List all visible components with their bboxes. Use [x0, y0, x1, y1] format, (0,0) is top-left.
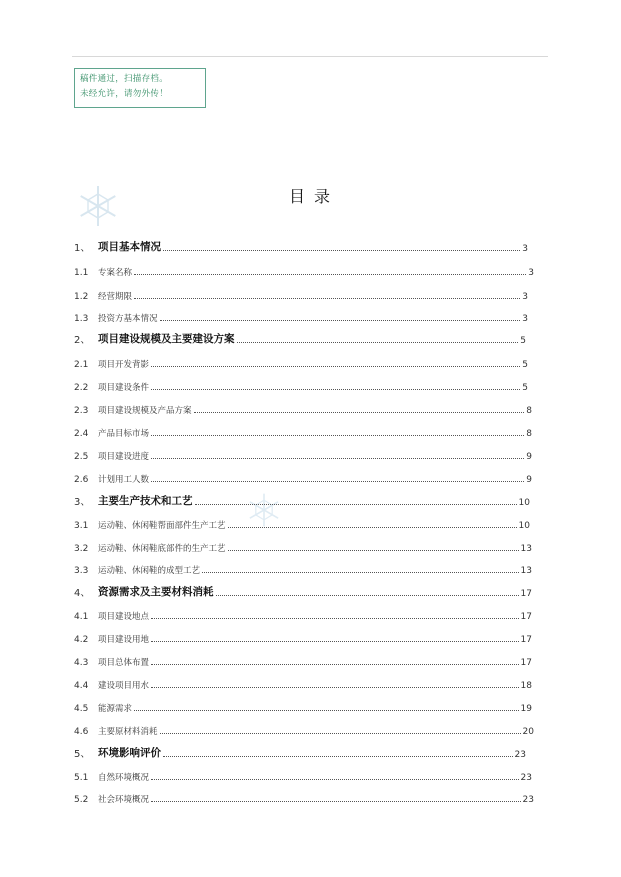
toc-entry-number: 4.2 [74, 635, 89, 645]
toc-entry-number: 3.1 [74, 521, 89, 531]
toc-page-number: 17 [520, 635, 532, 645]
toc-entry-title: 专案名称 [98, 268, 133, 278]
toc-entry-title: 项目开发背影 [98, 360, 150, 370]
toc-dot-leader [160, 733, 521, 734]
toc-entry-title: 社会环境概况 [98, 795, 150, 805]
toc-page-number: 13 [520, 566, 532, 576]
toc-subsection-entry[interactable] [74, 377, 528, 393]
toc-entry-number: 4.5 [74, 704, 89, 714]
toc-subsection-entry[interactable] [74, 675, 532, 691]
toc-entry-title: 运动鞋、休闲鞋底部件的生产工艺 [98, 544, 226, 554]
toc-entry-title: 经营期限 [98, 292, 133, 302]
toc-page-number: 8 [526, 429, 532, 439]
toc-entry-number: 2.4 [74, 429, 89, 439]
toc-dot-leader [228, 527, 517, 528]
toc-dot-leader [151, 687, 519, 688]
page-title: 目 录 [288, 187, 333, 206]
toc-dot-leader [151, 801, 521, 802]
header-rule [72, 56, 548, 57]
toc-page-number: 23 [520, 773, 532, 783]
toc-entry-title: 项目建设地点 [98, 612, 150, 622]
toc-page-number: 5 [520, 336, 526, 346]
toc-entry-number: 4.4 [74, 681, 89, 691]
toc-section-entry[interactable] [74, 744, 526, 760]
toc-dot-leader [151, 618, 519, 619]
toc-dot-leader [163, 756, 513, 757]
toc-entry-number: 4、 [74, 588, 91, 599]
toc-section-entry[interactable] [74, 330, 526, 346]
toc-entry-number: 2.1 [74, 360, 89, 370]
toc-entry-number: 1.2 [74, 292, 89, 302]
toc-dot-leader [151, 366, 520, 367]
toc-page-number: 17 [520, 612, 532, 622]
toc-subsection-entry[interactable] [74, 698, 532, 714]
toc-entry-number: 2.6 [74, 475, 89, 485]
toc-page-number: 13 [520, 544, 532, 554]
toc-subsection-entry[interactable] [74, 400, 532, 416]
toc-dot-leader [151, 389, 520, 390]
toc-entry-number: 2.2 [74, 383, 89, 393]
toc-page-number: 17 [520, 589, 532, 599]
toc-entry-number: 4.3 [74, 658, 89, 668]
toc-subsection-entry[interactable] [74, 606, 532, 622]
toc-dot-leader [151, 458, 524, 459]
toc-entry-number: 1、 [74, 243, 91, 254]
toc-entry-title: 运动鞋、休闲鞋的成型工艺 [98, 566, 201, 576]
toc-section-entry[interactable] [74, 238, 528, 254]
toc-entry-title: 计划用工人数 [98, 475, 150, 485]
toc-page-number: 5 [522, 383, 528, 393]
toc-entry-title: 环境影响评价 [98, 747, 161, 759]
toc-entry-number: 2.3 [74, 406, 89, 416]
toc-dot-leader [163, 250, 520, 251]
toc-section-entry[interactable] [74, 583, 532, 599]
stamp-line-2: 未经允许，请勿外传！ [80, 89, 169, 99]
toc-entry-number: 4.6 [74, 727, 89, 737]
stamp-line-1: 稿件通过，扫描存档。 [80, 74, 169, 84]
toc-dot-leader [237, 342, 519, 343]
toc-subsection-entry[interactable] [74, 560, 532, 576]
toc-subsection-entry[interactable] [74, 767, 532, 783]
toc-dot-leader [194, 412, 525, 413]
toc-section-entry[interactable] [74, 492, 530, 508]
toc-page-number: 18 [520, 681, 532, 691]
toc-entry-title: 项目建设规模及产品方案 [98, 406, 192, 416]
toc-entry-title: 产品目标市场 [98, 429, 150, 439]
toc-entry-number: 3.2 [74, 544, 89, 554]
toc-page-number: 17 [520, 658, 532, 668]
toc-dot-leader [195, 504, 517, 505]
toc-page-number: 8 [526, 406, 532, 416]
toc-subsection-entry[interactable] [74, 286, 528, 302]
toc-page-number: 3 [528, 268, 534, 278]
toc-dot-leader [151, 435, 524, 436]
toc-page-number: 19 [520, 704, 532, 714]
toc-page-number: 9 [526, 475, 532, 485]
toc-dot-leader [160, 320, 521, 321]
toc-subsection-entry[interactable] [74, 354, 528, 370]
toc-page-number: 10 [518, 521, 530, 531]
toc-page-number: 3 [522, 292, 528, 302]
toc-entry-title: 自然环境概况 [98, 773, 150, 783]
toc-dot-leader [228, 550, 519, 551]
toc-dot-leader [134, 274, 526, 275]
toc-entry-title: 主要生产技术和工艺 [98, 495, 193, 507]
toc-subsection-entry[interactable] [74, 789, 534, 805]
toc-subsection-entry[interactable] [74, 652, 532, 668]
toc-page-number: 5 [522, 360, 528, 370]
toc-dot-leader [151, 664, 519, 665]
toc-entry-title: 资源需求及主要材料消耗 [98, 586, 214, 598]
toc-subsection-entry[interactable] [74, 538, 532, 554]
toc-dot-leader [151, 641, 519, 642]
toc-dot-leader [151, 481, 524, 482]
toc-entry-title: 主要原材料消耗 [98, 727, 158, 737]
toc-subsection-entry[interactable] [74, 308, 528, 324]
toc-page-number: 20 [522, 727, 534, 737]
toc-page-number: 3 [522, 244, 528, 254]
toc-page-number: 23 [514, 750, 526, 760]
toc-entry-title: 运动鞋、休闲鞋帮面部件生产工艺 [98, 521, 226, 531]
archive-stamp [74, 68, 206, 108]
toc-entry-number: 3、 [74, 497, 91, 508]
toc-page-number: 9 [526, 452, 532, 462]
toc-entry-number: 1.1 [74, 268, 89, 278]
toc-entry-title: 项目总体布置 [98, 658, 150, 668]
toc-dot-leader [216, 595, 519, 596]
toc-entry-title: 能源需求 [98, 704, 133, 714]
toc-subsection-entry[interactable] [74, 262, 534, 278]
toc-dot-leader [151, 779, 519, 780]
toc-entry-number: 1.3 [74, 314, 89, 324]
toc-entry-title: 项目基本情况 [98, 241, 161, 253]
toc-page-number: 23 [522, 795, 534, 805]
toc-dot-leader [134, 298, 520, 299]
toc-entry-title: 投资方基本情况 [98, 314, 158, 324]
toc-entry-title: 项目建设规模及主要建设方案 [98, 333, 235, 345]
toc-entry-number: 5、 [74, 749, 91, 760]
toc-subsection-entry[interactable] [74, 469, 532, 485]
toc-page-number: 3 [522, 314, 528, 324]
toc-entry-number: 3.3 [74, 566, 89, 576]
toc-entry-title: 建设项目用水 [98, 681, 150, 691]
toc-subsection-entry[interactable] [74, 515, 530, 531]
toc-entry-number: 5.1 [74, 773, 89, 783]
toc-page-number: 10 [518, 498, 530, 508]
toc-entry-number: 5.2 [74, 795, 89, 805]
toc-subsection-entry[interactable] [74, 629, 532, 645]
toc-subsection-entry[interactable] [74, 446, 532, 462]
toc-entry-number: 2、 [74, 335, 91, 346]
toc-entry-title: 项目建设条件 [98, 383, 150, 393]
toc-dot-leader [202, 572, 519, 573]
toc-subsection-entry[interactable] [74, 721, 534, 737]
toc-entry-title: 项目建设用地 [98, 635, 150, 645]
toc-entry-number: 4.1 [74, 612, 89, 622]
toc-entry-title: 项目建设进度 [98, 452, 150, 462]
toc-subsection-entry[interactable] [74, 423, 532, 439]
toc-dot-leader [134, 710, 519, 711]
toc-entry-number: 2.5 [74, 452, 89, 462]
